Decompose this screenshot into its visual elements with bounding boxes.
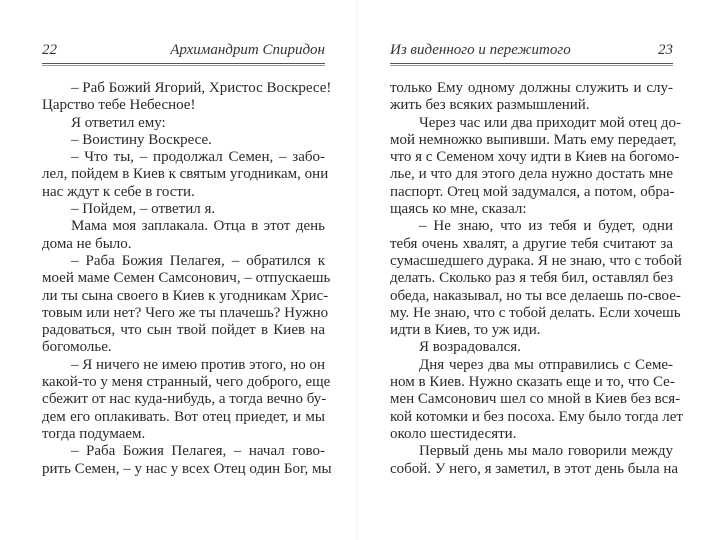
text-line: делать. Сколько раз я тебя бил, оставлял без: [390, 270, 673, 287]
text-line: – Раб Божий Ягорий, Христос Воскресе!: [71, 80, 332, 96]
text-line: тебя очень хвалят, а другие тебя считают за: [390, 235, 673, 252]
text-line: му. Не знаю, что с тобой делать. Если хочешь: [390, 304, 681, 321]
text-line: – Раба Божия Пелагея, – начал гово-: [71, 443, 325, 460]
text-line: паспорт. Отец мой задумался, а потом, обра-: [390, 183, 675, 200]
text-line: какой-то у меня странный, чего доброго, еще: [42, 374, 331, 391]
text-line: сбежит от нас куда-нибудь, а тогда вечно бу-: [42, 391, 327, 408]
text-line: рить Семен, – у нас у всех Отец один Бог, мы: [42, 460, 332, 477]
text-line: – Пойдем, – ответил я.: [71, 201, 216, 218]
running-title: Архимандрит Спиридон: [170, 42, 325, 58]
text-line: – Раба Божия Пелагея, – обратился к: [71, 252, 325, 269]
text-line: ли ты сына своего в Киев к угодникам Хрис-: [42, 287, 329, 304]
book-gutter: [356, 0, 358, 540]
header-rule: [42, 63, 325, 66]
text-line: радоваться, что сын твой пойдет в Киев на: [42, 322, 325, 339]
page-body: [42, 80, 332, 478]
text-line: – Я ничего не имею против этого, но он: [71, 356, 325, 373]
text-line: Царство тебе Небесное!: [42, 97, 196, 114]
text-line: щаясь ко мне, сказал:: [390, 201, 527, 218]
text-line: Дня через два мы отправились с Семе-: [419, 356, 673, 373]
running-title: Из виденного и пережитого: [390, 42, 571, 58]
text-line: мой немножко выпивши. Мать ему передает,: [390, 131, 677, 148]
text-line: Я ответил ему:: [71, 114, 166, 131]
text-line: сумасшедшего дурака. Я не знаю, что с тобой: [390, 252, 682, 269]
text-line: дома не было.: [42, 235, 132, 252]
text-line: идти в Киев, то уж иди.: [390, 322, 541, 339]
page-body: [390, 80, 683, 478]
text-line: лье, и что для этого дела нужно достать мне: [390, 166, 673, 183]
text-line: около шестидесяти.: [390, 425, 517, 442]
text-line: лел, пойдем в Киев к святым угодникам, они: [42, 166, 329, 183]
left-page-header: [42, 42, 325, 60]
page-number: 23: [658, 42, 673, 58]
text-line: – Воистину Воскресе.: [71, 131, 212, 148]
text-line: Через час или два приходит мой отец до-: [419, 114, 681, 131]
text-line: ном в Киев. Нужно сказать еще и то, что Се-: [390, 374, 675, 391]
right-page-header: [390, 42, 673, 60]
text-line: нас ждут к себе в гости.: [42, 183, 195, 200]
text-line: Я возрадовался.: [419, 339, 521, 356]
text-line: мен Самсонович шел со мной в Киев без вся-: [390, 391, 681, 408]
text-line: дем его оплакивать. Вот отец приедет, и мы: [42, 408, 325, 425]
text-line: обеда, наказывал, но ты все делаешь по-свое-: [390, 287, 681, 304]
text-line: моей маме Семен Самсонович, – отпускаешь: [42, 270, 331, 287]
text-line: Первый день мы мало говорили между: [419, 443, 673, 460]
text-line: что я с Семеном хочу идти в Киев на богомо-: [390, 149, 680, 166]
text-line: только Ему одному должны служить и слу-: [390, 80, 673, 96]
page-number: 22: [42, 42, 57, 58]
text-line: товым или нет? Чего же ты плачешь? Нужно: [42, 304, 329, 321]
text-line: кой котомки и без посоха. Ему было тогда лет: [390, 408, 683, 425]
text-line: Мама моя заплакала. Отца в этот день: [71, 218, 325, 235]
text-line: богомолье.: [42, 339, 112, 356]
text-line: собой. У него, я заметил, в этот день была на: [390, 460, 679, 477]
text-line: жить без всяких размышлений.: [390, 97, 590, 114]
header-rule: [390, 63, 673, 66]
text-line: тогда подумаем.: [42, 425, 146, 442]
text-line: – Не знаю, что из тебя и будет, одни: [419, 218, 673, 235]
text-line: – Что ты, – продолжал Семен, – забо-: [71, 149, 325, 166]
